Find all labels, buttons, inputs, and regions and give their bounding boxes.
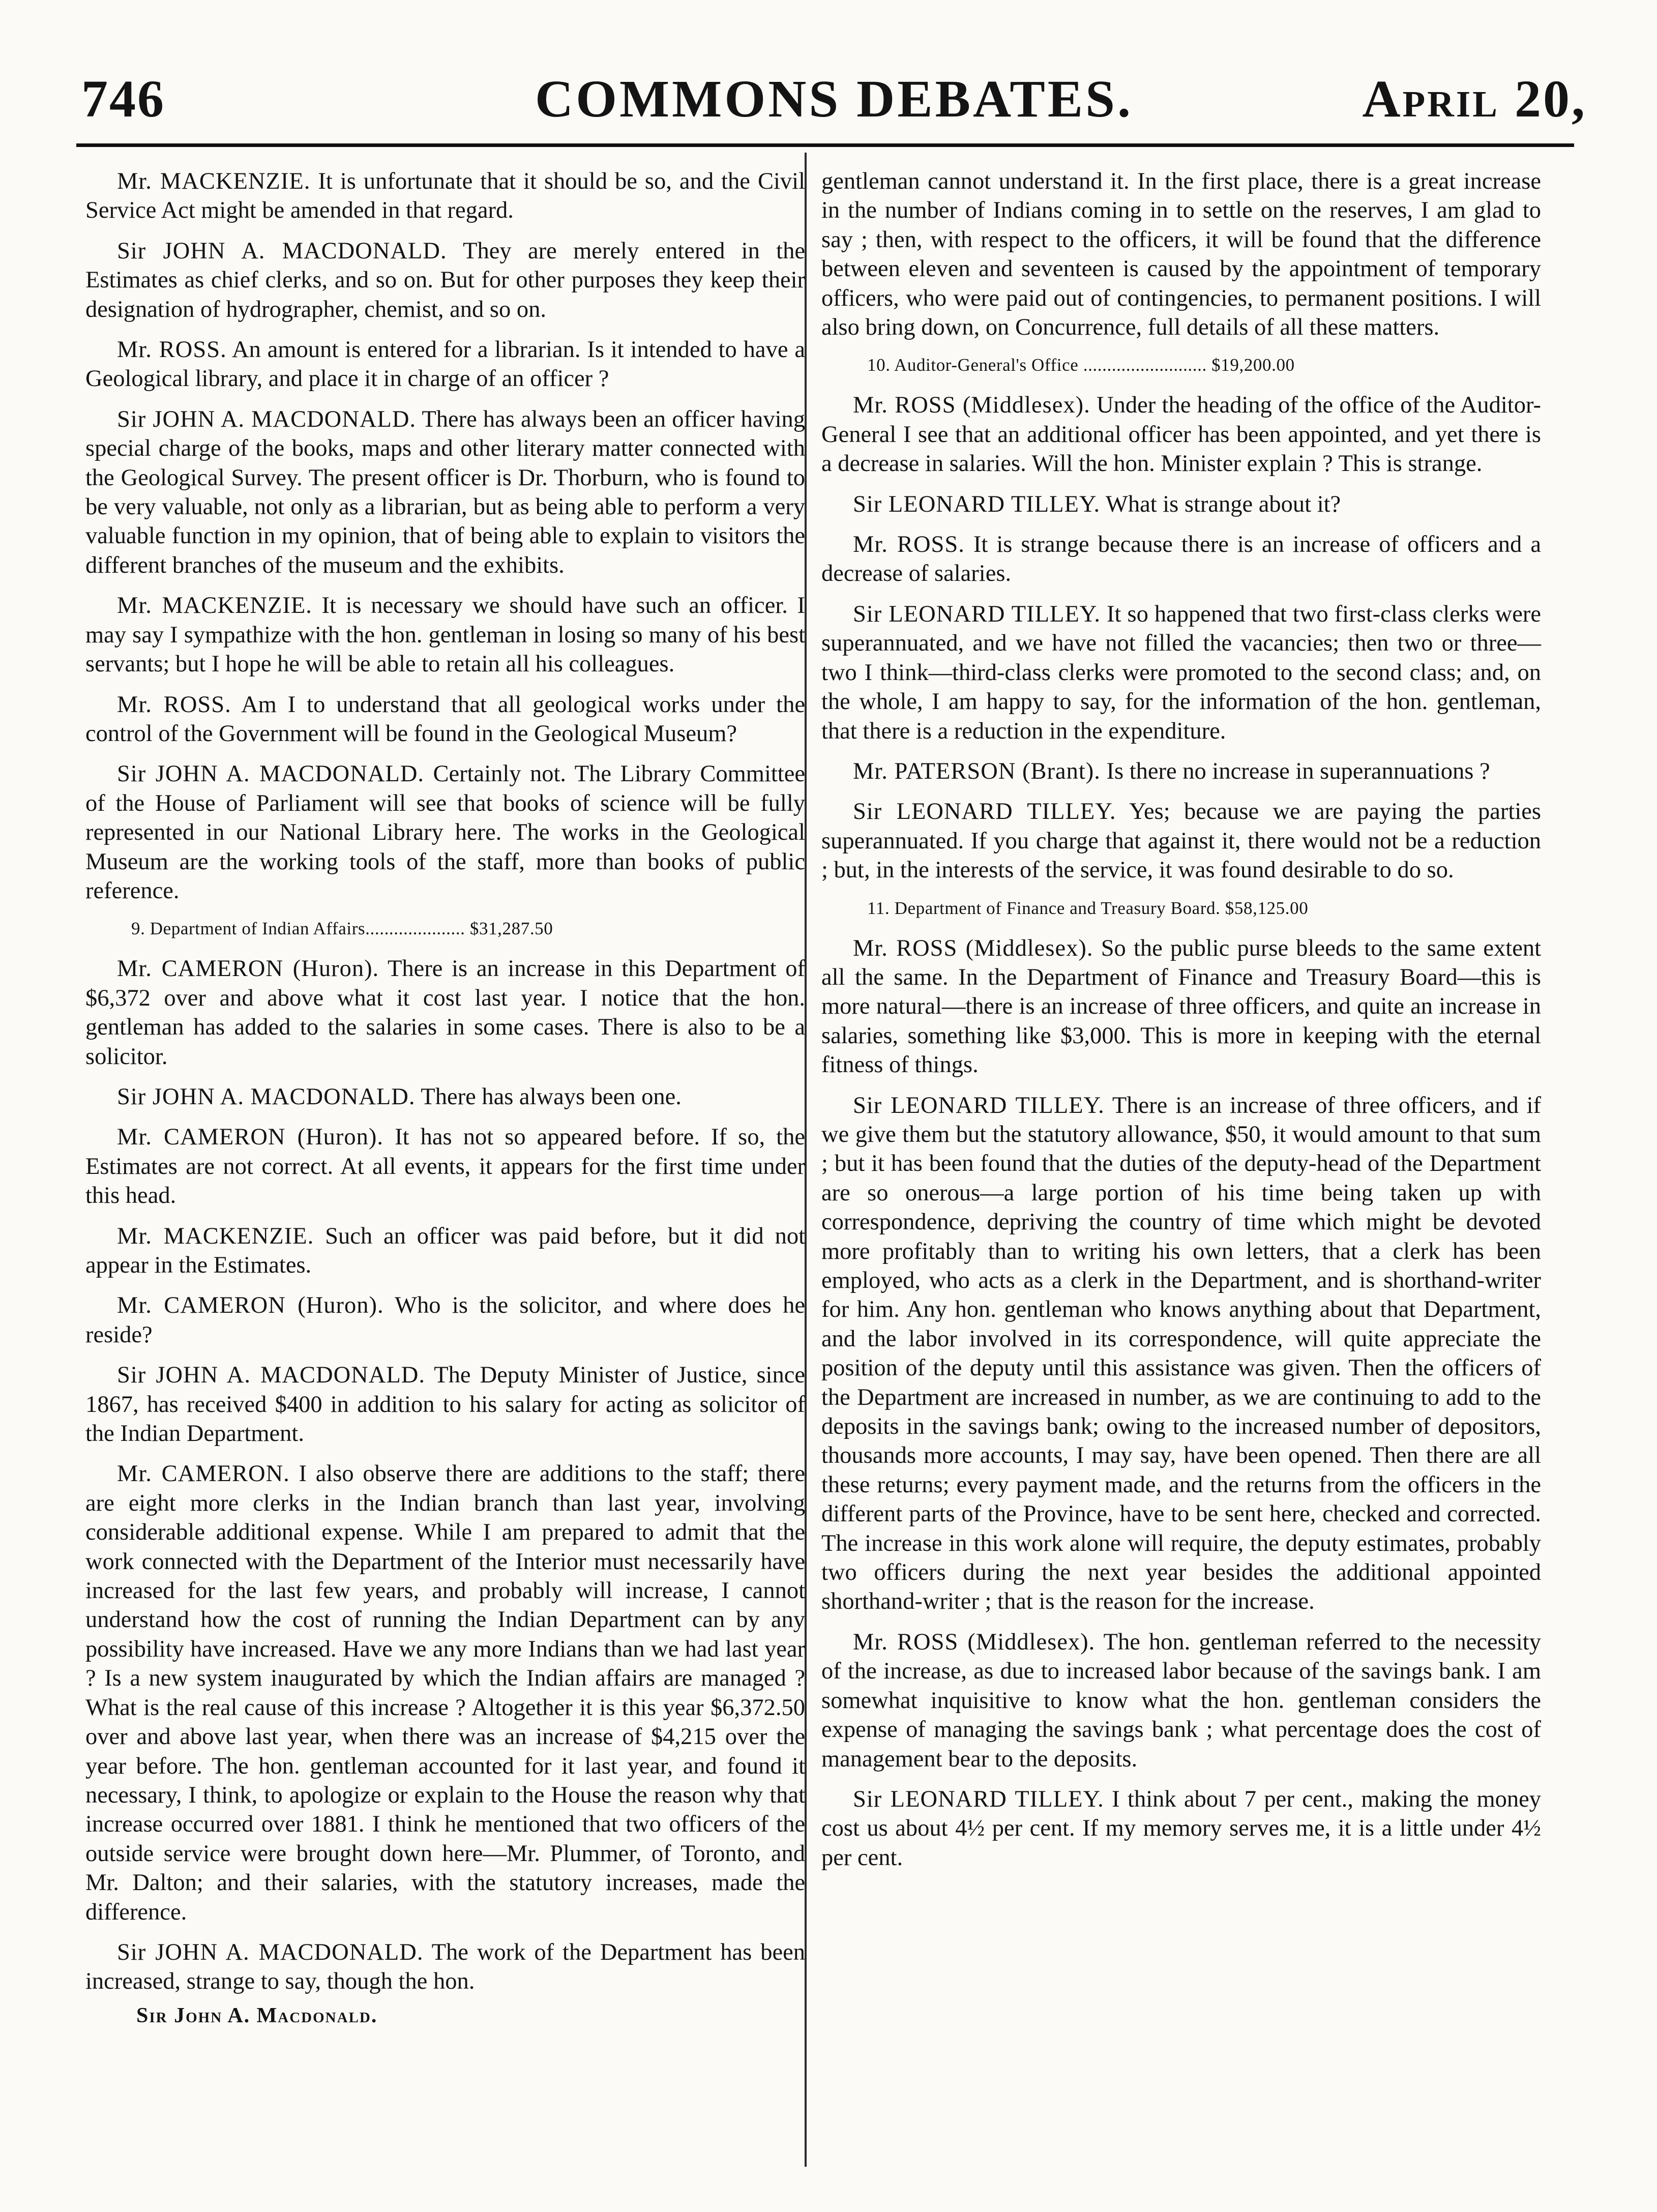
speech-paragraph bbox=[85, 954, 805, 1071]
speech-paragraph bbox=[85, 1459, 805, 1927]
speaker-name: Mr. CAMERON (Huron). bbox=[117, 1292, 384, 1319]
speech-text: Yes; because we are paying the parties superannuated. If you charge that against it, there would not be a reduction ; but, in the interests of the service, it was found desirable to do so. bbox=[821, 799, 1541, 883]
speaker-name: Mr. CAMERON. bbox=[117, 1461, 290, 1487]
speaker-name: Sir JOHN A. MACDONALD. bbox=[117, 1362, 425, 1389]
page-date: April 20, bbox=[1362, 70, 1587, 128]
speech-paragraph bbox=[821, 1091, 1541, 1616]
speaker-name: Mr. MACKENZIE. bbox=[117, 593, 312, 619]
estimate-item: 11. Department of Finance and Treasury Board. $58,125.00 bbox=[867, 898, 1309, 918]
speech-paragraph bbox=[85, 1361, 805, 1448]
speech-paragraph bbox=[821, 797, 1541, 884]
speech-paragraph bbox=[85, 405, 805, 580]
speech-paragraph bbox=[85, 237, 805, 324]
speaker-name: Sir JOHN A. MACDONALD. bbox=[117, 238, 447, 264]
speech-text: It is necessary we should have such an officer. I may say I sympathize with the hon. gentleman in losing so many of his best servants; but I hope he will be able to retain all his colleagues. bbox=[85, 593, 805, 677]
speech-text: Who is the solicitor, and where does he reside? bbox=[85, 1292, 806, 1348]
speaker-name: Mr. ROSS (Middlesex). bbox=[853, 392, 1090, 419]
page-title: COMMONS DEBATES. bbox=[535, 70, 1133, 128]
left-column bbox=[85, 167, 805, 2030]
speech-text: There is an increase in this Department of $6,372 over and above what it cost last year. I notice that the hon. gentleman has added to the salaries in some cases. There is also to be a solicitor. bbox=[85, 956, 805, 1070]
speech-paragraph bbox=[85, 1082, 805, 1111]
speech-paragraph bbox=[821, 1628, 1541, 1774]
speaker-name: Sir JOHN A. MACDONALD. bbox=[117, 406, 417, 432]
speech-text: It is strange because there is an increase of officers and a decrease of salaries. bbox=[821, 532, 1541, 587]
speaker-name: Sir LEONARD TILLEY. bbox=[853, 1786, 1104, 1812]
page-number: 746 bbox=[81, 70, 165, 128]
speech-text: I think about 7 per cent., making the money cost us about 4½ per cent. If my memory serves me, it is a little under 4½ per cent. bbox=[821, 1786, 1541, 1871]
speech-text: An amount is entered for a librarian. Is it intended to have a Geological library, and place it in charge of an officer ? bbox=[85, 337, 805, 392]
speaker-name: Sir JOHN A. MACDONALD. bbox=[117, 1083, 416, 1110]
speech-paragraph bbox=[85, 1291, 805, 1349]
speech-text: gentleman cannot understand it. In the first place, there is a great increase in the number of Indians coming in to settle on the reserves, I am glad to say ; then, with respect to the officers, it will be found that the difference between eleven and seventeen is caused by the appointment of temporary officers, who were paid out of contingencies, to permanent positions. I will also bring down, on Concurrence, full details of all these matters. bbox=[821, 168, 1541, 341]
speaker-name: Mr. ROSS. bbox=[117, 337, 227, 363]
page-header bbox=[81, 69, 1587, 145]
speech-paragraph bbox=[821, 934, 1541, 1080]
speech-text: The Deputy Minister of Justice, since 1867, has received $400 in addition to his salary for acting as solicitor of the Indian Department. bbox=[85, 1362, 805, 1447]
speaker-name: Mr. PATERSON (Brant). bbox=[853, 758, 1101, 784]
speaker-name: Sir LEONARD TILLEY. bbox=[853, 601, 1101, 627]
estimate-item: 10. Auditor-General's Office .......................... $19,200.00 bbox=[867, 355, 1295, 375]
speaker-name: Sir LEONARD TILLEY. bbox=[853, 491, 1101, 517]
speech-text: Such an officer was paid before, but it did not appear in the Estimates. bbox=[85, 1223, 805, 1278]
speech-paragraph bbox=[821, 530, 1541, 588]
speaker-name: Sir JOHN A. MACDONALD. bbox=[117, 1939, 424, 1965]
speech-text: Am I to understand that all geological works under the control of the Government will be found in the Geological Museum? bbox=[85, 691, 805, 747]
speaker-name: Sir LEONARD TILLEY. bbox=[853, 799, 1116, 825]
header-rule bbox=[76, 143, 1574, 147]
speech-text: There is an increase of three officers, and if we give them but the statutory allowance, $50, it would amount to that sum ; but it has been found that the duties of the deputy-head of the Department are so onerous—a large portion of his time being taken up with correspondence, depriving the country of time which might be devoted more profitably than to writing his own letters, that a clerk has been employed, who acts as a clerk in the Department, and is shorthand-writer for him. Any hon. gentleman who knows anything about that Department, and the labor involved in its correspondence, will quite appreciate the position of the deputy until this assistance was given. Then the officers of the Department are increased in number, as we are continuing to add to the deposits in the savings bank; owing to the increased number of depositors, thousands more accounts, I may say, have been opened. Then there are all these returns; every payment made, and the returns from the officers in the different parts of the Province, have to be sent here, checked and corrected. The increase in this work alone will require, the deputy estimates, probably two officers during the next year besides the additional appointed shorthand-writer ; that is the reason for the increase. bbox=[821, 1092, 1541, 1615]
speech-paragraph bbox=[821, 490, 1541, 519]
speech-paragraph bbox=[85, 1123, 805, 1210]
speaker-name: Mr. CAMERON (Huron). bbox=[117, 1124, 384, 1151]
speech-paragraph bbox=[85, 591, 805, 679]
running-footer: Sir John A. Macdonald. bbox=[136, 2003, 378, 2027]
right-column bbox=[821, 167, 1541, 1883]
speaker-name: Mr. MACKENZIE. bbox=[117, 168, 311, 194]
speaker-name: Mr. ROSS (Middlesex). bbox=[853, 935, 1093, 961]
speech-paragraph bbox=[85, 759, 805, 905]
speech-paragraph bbox=[85, 167, 805, 225]
estimate-item: 9. Department of Indian Affairs..................... $31,287.50 bbox=[131, 919, 553, 939]
speech-text: They are merely entered in the Estimates as chief clerks, and so on. But for other purposes they keep their designation of hydrographer, chemist, and so on. bbox=[85, 238, 805, 322]
speech-text: Is there no increase in superannuations ? bbox=[1100, 758, 1490, 784]
speech-text: The work of the Department has been increased, strange to say, though the hon. bbox=[85, 1939, 805, 1995]
speech-text: It has not so appeared before. If so, the Estimates are not correct. At all events, it appears for the first time under this head. bbox=[85, 1124, 805, 1209]
speech-text: What is strange about it? bbox=[1100, 491, 1341, 517]
speech-text: The hon. gentleman referred to the necessity of the increase, as due to increased labor because of the savings bank. I am somewhat inquisitive to know what the hon. gentleman considers the expense of managing the savings bank ; what percentage does the cost of management bear to the deposits. bbox=[821, 1629, 1541, 1772]
speech-text: Under the heading of the office of the Auditor-General I see that an additional officer has been appointed, and yet there is a decrease in salaries. Will the hon. Minister explain ? This is strange. bbox=[821, 392, 1541, 477]
speech-paragraph bbox=[821, 1785, 1541, 1872]
speaker-name: Sir JOHN A. MACDONALD. bbox=[117, 761, 425, 787]
speaker-name: Mr. MACKENZIE. bbox=[117, 1223, 314, 1249]
speaker-name: Mr. CAMERON (Huron). bbox=[117, 956, 379, 982]
speech-text: I also observe there are additions to the staff; there are eight more clerks in the Indian branch than last year, involving considerable additional expense. While I am prepared to admit that the work connected with the Department of the Interior must necessarily have increased for the last few years, and probably will increase, I cannot understand how the cost of running the Indian Department can by any possibility have increased. Have we any more Indians than we had last year ? Is a new system inaugurated by which the Indian affairs are managed ? What is the real cause of this increase ? Altogether it is this year $6,372.50 over and above last year, when there was an increase of $4,215 over the year before. The hon. gentleman accounted for it last year, and found it necessary, I think, to apologize or explain to the House the reason why that increase occurred over 1881. I think he mentioned that two officers of the outside service were brought down here—Mr. Plummer, of Toronto, and Mr. Dalton; and their salaries, with the statutory increases, made the difference. bbox=[85, 1461, 805, 1925]
speech-paragraph bbox=[821, 757, 1541, 786]
speech-text: There has always been one. bbox=[415, 1083, 682, 1110]
speaker-name: Mr. ROSS (Middlesex). bbox=[853, 1629, 1096, 1655]
speech-paragraph bbox=[821, 600, 1541, 746]
speaker-name: Mr. ROSS. bbox=[853, 532, 965, 558]
speech-paragraph bbox=[85, 1222, 805, 1280]
continued-paragraph bbox=[821, 167, 1541, 342]
speech-paragraph bbox=[85, 690, 805, 749]
speech-paragraph bbox=[85, 1938, 805, 1996]
speech-text: It is unfortunate that it should be so, and the Civil Service Act might be amended in that regard. bbox=[85, 168, 805, 224]
speaker-name: Mr. ROSS. bbox=[117, 691, 231, 718]
speech-paragraph bbox=[821, 391, 1541, 478]
speech-text: Certainly not. The Library Committee of the House of Parliament will see that books of science will be fully represented in our National Library here. The works in the Geological Museum are the working tools of the staff, more than books of public reference. bbox=[85, 761, 805, 904]
speaker-name: Sir LEONARD TILLEY. bbox=[853, 1092, 1105, 1118]
speech-text: It so happened that two first-class clerks were superannuated, and we have not filled the vacancies; then two or three—two I think—third-class clerks were promoted to the second class; and, on the whole, I am happy to say, for the information of the hon. gentleman, that there is a reduction in the expenditure. bbox=[821, 601, 1541, 744]
speech-paragraph bbox=[85, 335, 805, 394]
speech-text: So the public purse bleeds to the same extent all the same. In the Department of Finance and Treasury Board—this is more natural—there is an increase of three officers, and quite an increase in salaries, something like $3,000. This is more in keeping with the eternal fitness of things. bbox=[821, 935, 1541, 1078]
speech-text: There has always been an officer having special charge of the books, maps and other literary matter connected with the Geological Survey. The present officer is Dr. Thorburn, who is found to be very valuable, not only as a librarian, but as being able to perform a very valuable function in my opinion, that of being able to explain to visitors the different branches of the museum and the exhibits. bbox=[85, 406, 805, 578]
